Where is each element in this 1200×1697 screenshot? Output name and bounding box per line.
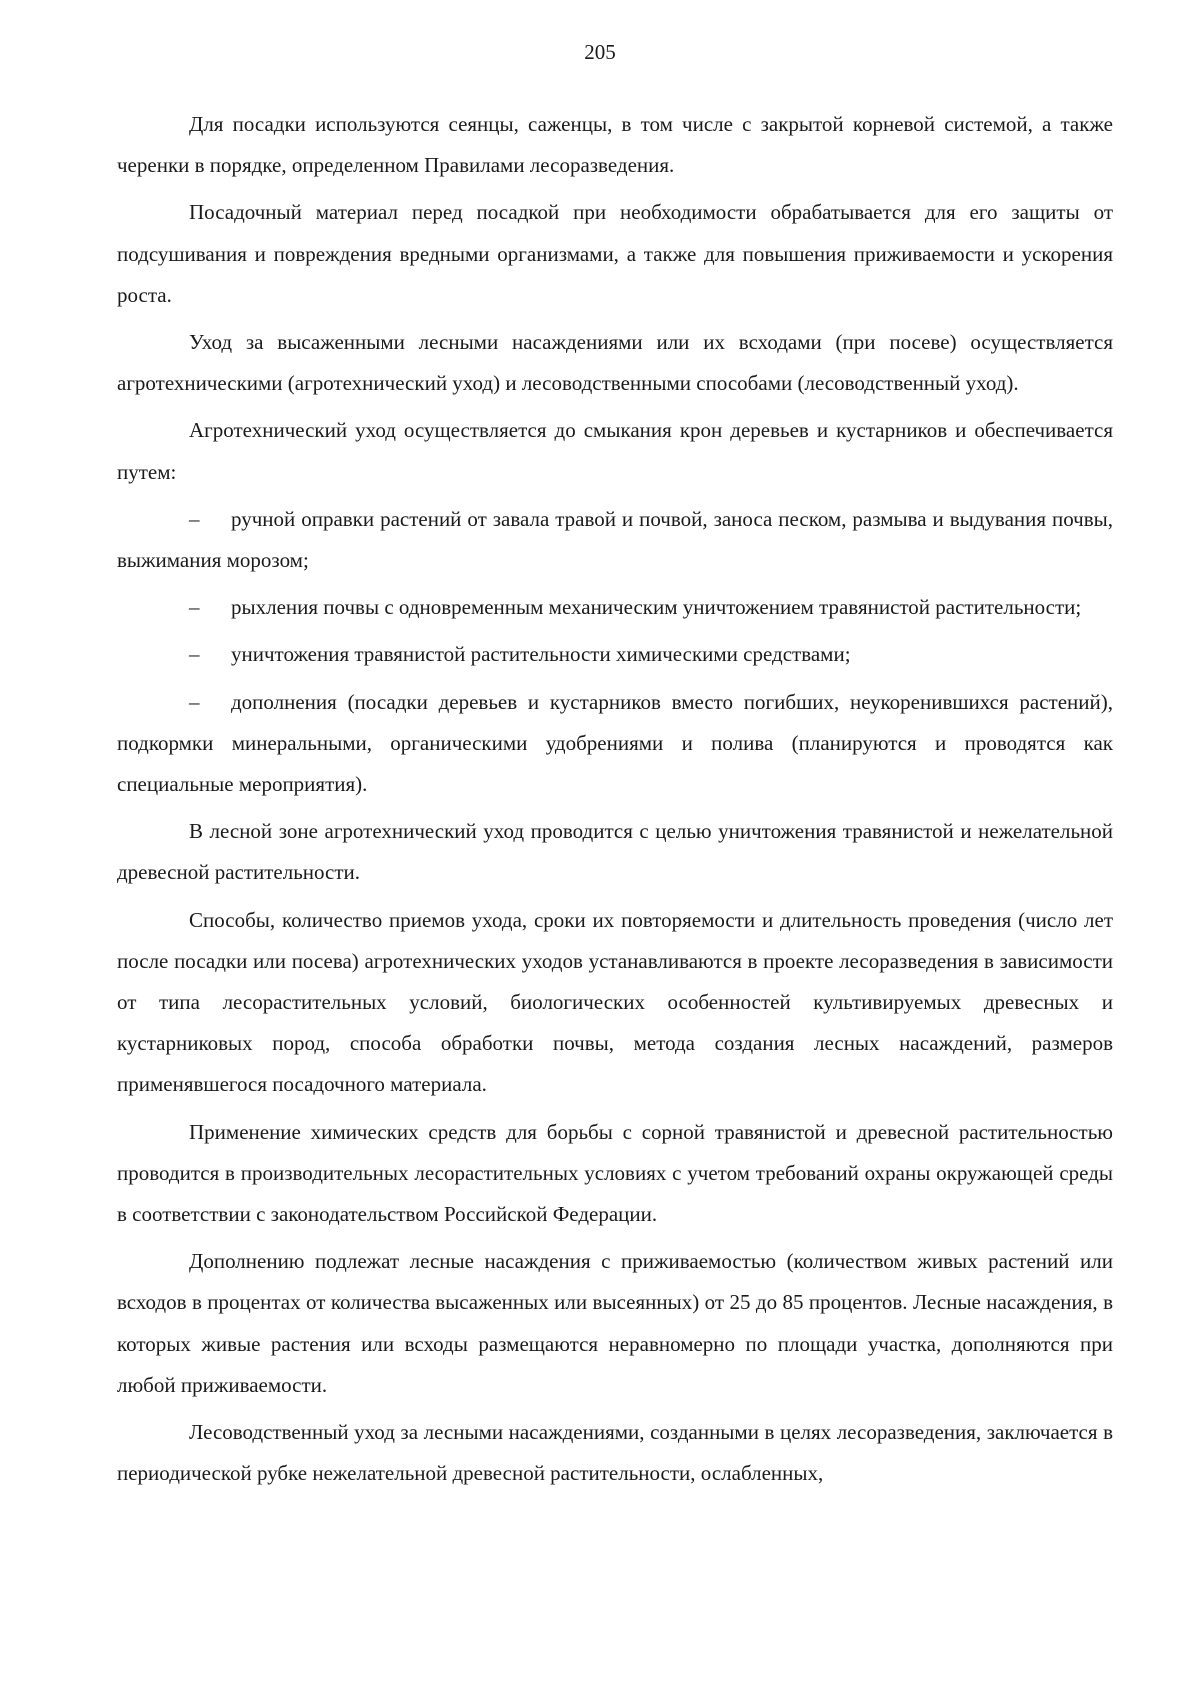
paragraph: В лесной зоне агротехнический уход проводится с целью уничтожения травянистой и нежелательной древесной растительности. — [117, 819, 1113, 885]
list-item — [117, 682, 1113, 806]
list-item — [117, 634, 1113, 675]
list-item-text: дополнения (посадки деревьев и кустарников вместо погибших, неукоренившихся растений), подкормки минеральными, органическими удобрениями и полива (планируются и проводятся как специальные мероприятия). — [117, 689, 1113, 797]
paragraph: Уход за высаженными лесными насаждениями или их всходами (при посеве) осуществляется агротехническими (агротехнический уход) и лесоводственными способами (лесоводственный уход). — [117, 330, 1113, 396]
list-item-text: рыхления почвы с одновременным механическим уничтожением травянистой растительности; — [231, 595, 1082, 620]
list-item-text: ручной оправки растений от завала травой и почвой, заноса песком, размыва и выдувания почвы, выжимания морозом; — [117, 506, 1113, 573]
list-dash: – — [189, 642, 200, 667]
paragraph: Применение химических средств для борьбы с сорной травянистой и древесной растительностью проводится в производительных лесорастительных условиях с учетом требований охраны окружающей среды в соответствии с законодательством Российской Федерации. — [117, 1119, 1113, 1227]
paragraph: Дополнению подлежат лесные насаждения с приживаемостью (количеством живых растений или всходов в процентах от количества высаженных или высеянных) от 25 до 85 процентов. Лесные насаждения, в которых живые растения или всходы размещаются неравномерно по площади участка, дополняются при любой приживаемости. — [117, 1249, 1113, 1397]
paragraph: Для посадки используются сеянцы, саженцы, в том числе с закрытой корневой системой, а также черенки в порядке, определенном Правилами лесоразведения. — [117, 112, 1113, 178]
list-dash: – — [189, 506, 200, 531]
document-body — [117, 104, 1113, 1501]
list-item-text: уничтожения травянистой растительности химическими средствами; — [231, 642, 851, 667]
list-item — [117, 587, 1113, 628]
paragraph: Посадочный материал перед посадкой при необходимости обрабатывается для его защиты от подсушивания и повреждения вредными организмами, а также для повышения приживаемости и ускорения роста. — [117, 200, 1113, 307]
list-item — [117, 499, 1113, 581]
list-dash: – — [189, 595, 200, 620]
paragraph: Лесоводственный уход за лесными насаждениями, созданными в целях лесоразведения, заключается в периодической рубке нежелательной древесной растительности, ослабленных, — [117, 1420, 1113, 1486]
paragraph: Способы, количество приемов ухода, сроки их повторяемости и длительность проведения (число лет после посадки или посева) агротехнических уходов устанавливаются в проекте лесоразведения в зависимости от типа лесорастительных условий, биологических особенностей культивируемых древесных и кустарниковых пород, способа обработки почвы, метода создания лесных насаждений, размеров применявшегося посадочного материала. — [117, 907, 1113, 1097]
page-number: 205 — [584, 40, 616, 64]
paragraph: Агротехнический уход осуществляется до смыкания крон деревьев и кустарников и обеспечивается путем: — [117, 418, 1113, 484]
list-dash: – — [189, 689, 200, 714]
